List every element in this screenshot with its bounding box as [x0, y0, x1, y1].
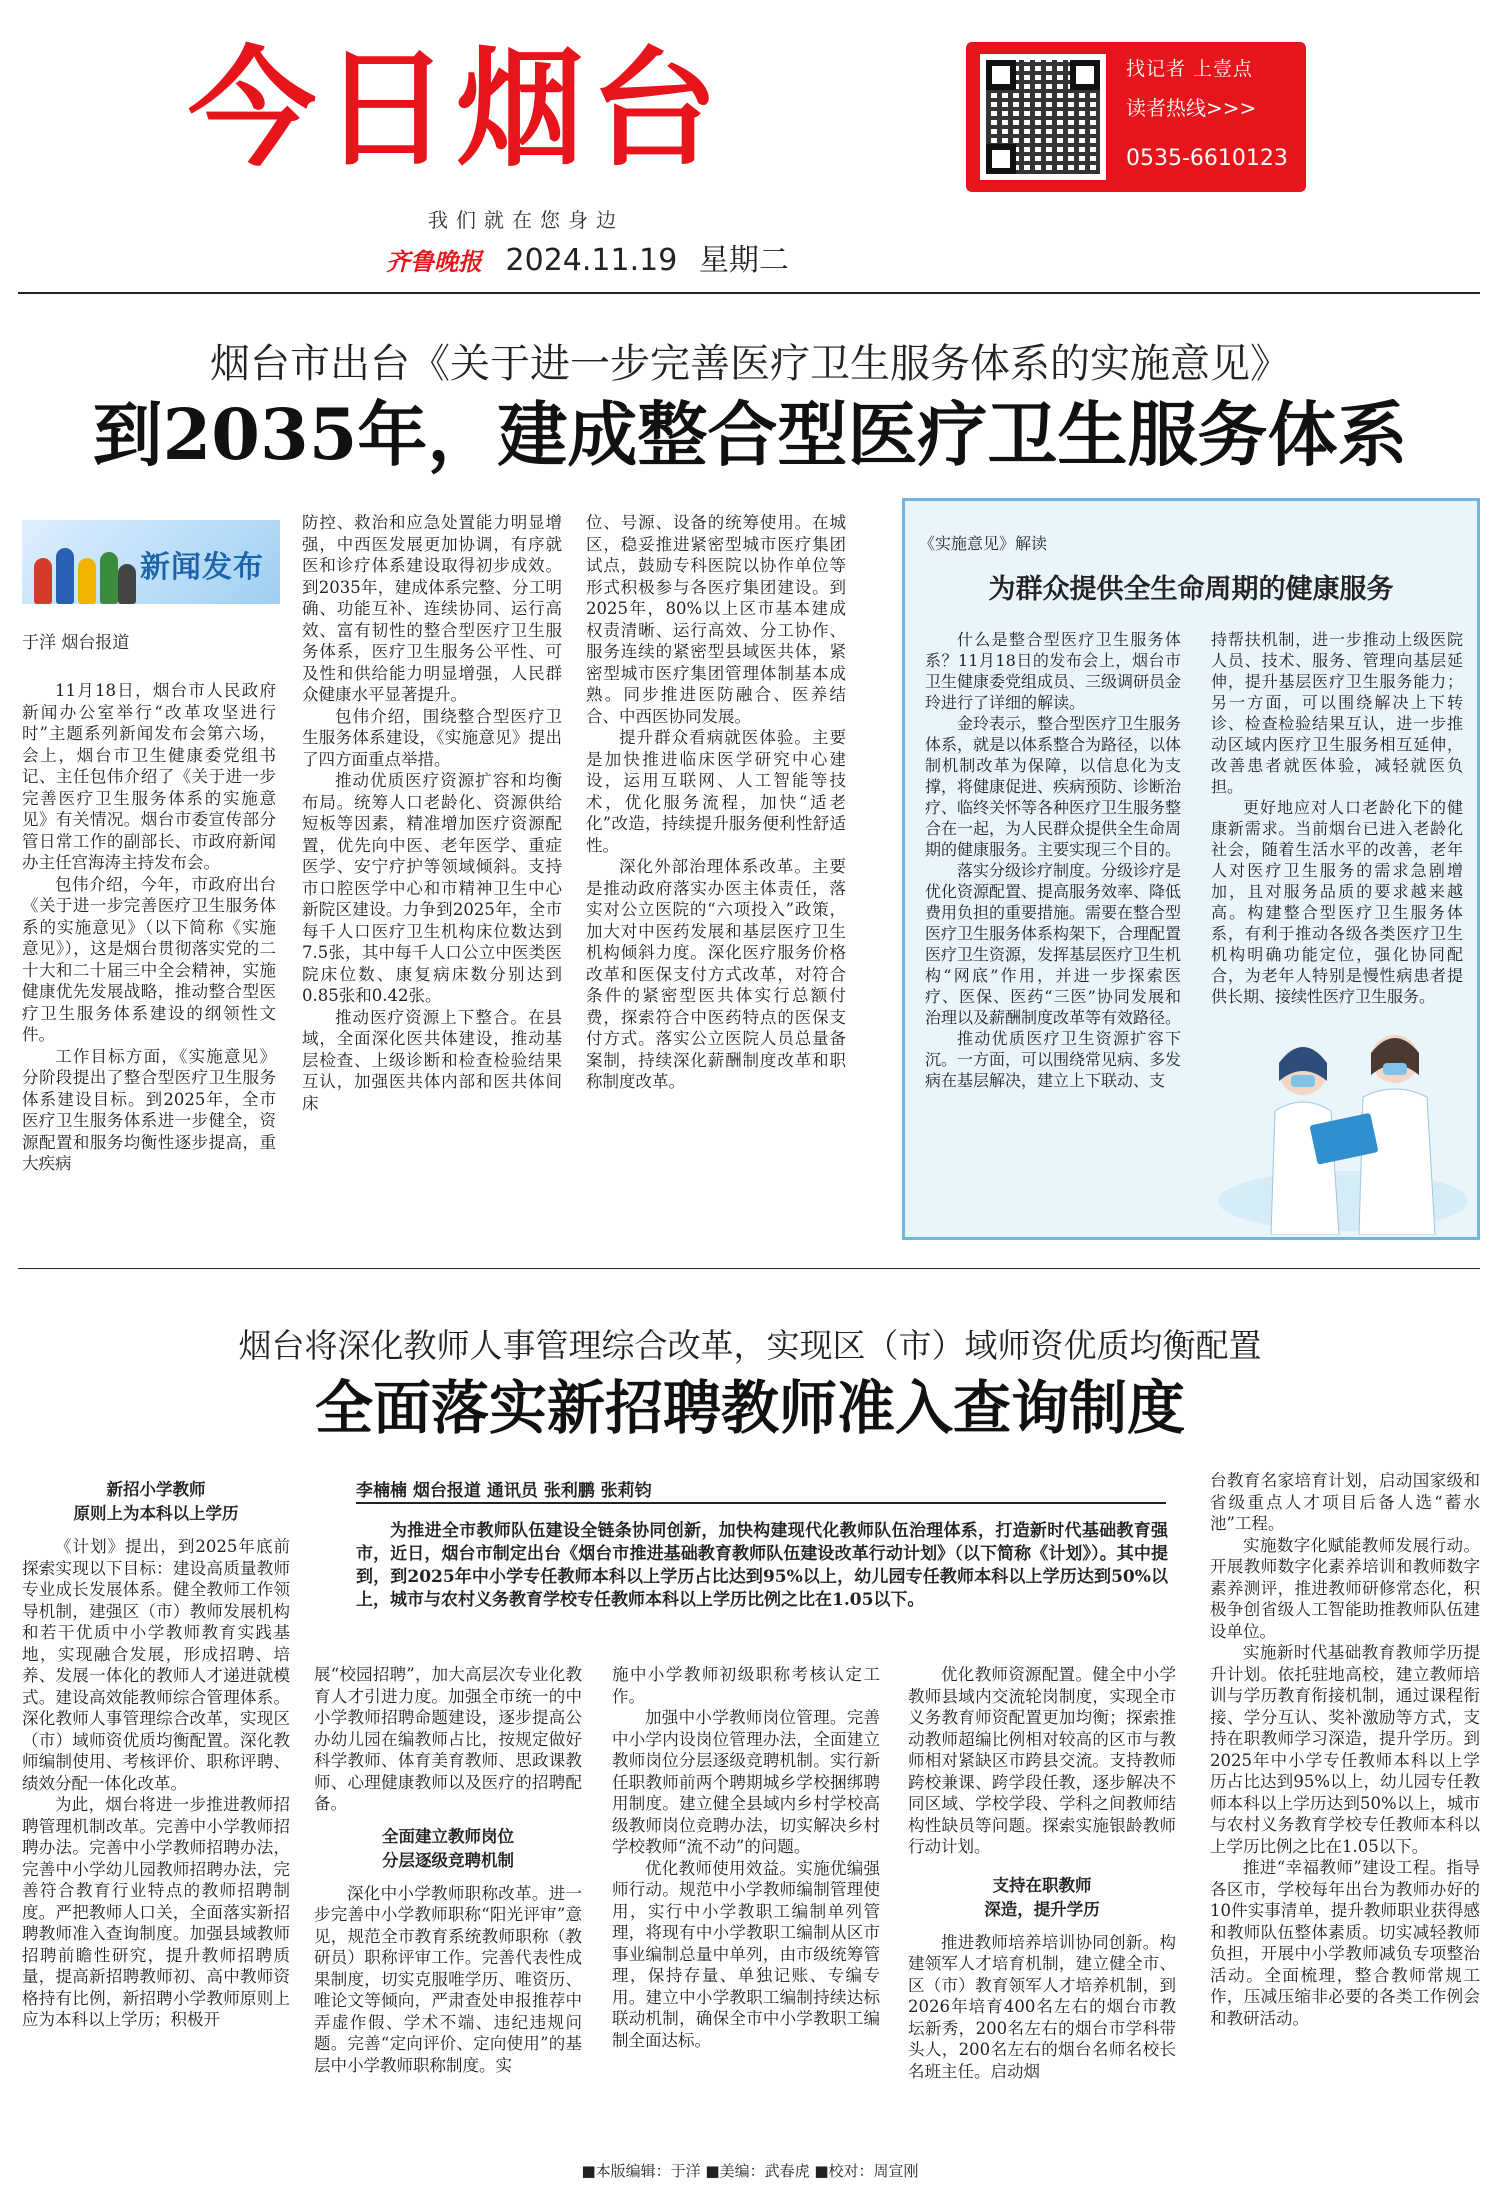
- paragraph: 为此，烟台将进一步推进教师招聘管理机制改革。完善中小学教师招聘办法。完善中小学教师招聘办法，完善中小学幼儿园教师招聘办法，完善符合教育行业特点的教师招聘制度。严把教师人口关，全面落实新招聘教师准入查询制度。加强县域教师招聘前瞻性研究，提升教师招聘质量，提高新招聘教师初、高中教师资格持有比例，新招聘小学教师原则上应为本科以上学历；积极开: [22, 1795, 290, 2029]
- story2-column-3: [612, 1664, 880, 2051]
- story2-column-4: [908, 1664, 1176, 2082]
- masthead-slogan: 我们就在您身边: [428, 208, 624, 232]
- story2-kicker: 烟台将深化教师人事管理综合改革，实现区（市）域师资优质均衡配置: [238, 1326, 1262, 1365]
- story2-column-1: [22, 1478, 290, 2031]
- paragraph: 包伟介绍，围绕整合型医疗卫生服务体系建设，《实施意见》提出了四方面重点举措。: [302, 706, 562, 769]
- paragraph: 优化教师资源配置。健全中小学教师县域内交流轮岗制度，实现全市义务教育师资配置更加均衡；探索推动教师超编比例相对较高的区市与教师相对紧缺区市跨县交流。支持教师跨校兼课、跨学段任教，逐步解决不同区域、学校学段、学科之间教师结构性缺员等问题。探索实施银龄教师行动计划。: [908, 1665, 1176, 1856]
- paragraph: 推进“幸福教师”建设工程。指导各区市，学校每年出台为教师办好的10件实事清单，提升教师职业获得感和教师队伍整体素质。切实减轻教师负担，开展中小学教师减负专项整治活动。全面梳理，整合教师常规工作，压减压缩非必要的各类工作例会和教研活动。: [1210, 1858, 1480, 2028]
- news-release-badge: [22, 520, 280, 604]
- story2-column-5: [1210, 1470, 1480, 2029]
- story2-intro: 为推进全市教师队伍建设全链条协同创新，加快构建现代化教师队伍治理体系，打造新时代基础教育强市，近日，烟台市制定出台《烟台市推进基础教育教师队伍建设改革行动计划》（以下简称《计划》）。其中提到，到2025年中小学专任教师本科以上学历占比达到95%以上，幼儿园专任教师本科以上学历达到50%以上，城市与农村义务教育学校专任教师本科以上学历比例之比在1.05以下。: [356, 1521, 1168, 1610]
- paragraph: 提升群众看病就医体验。主要是加快推进临床医学研究中心建设，运用互联网、人工智能等技术，优化服务流程，加快“适老化”改造，持续提升服务便利性舒适性。: [586, 728, 846, 855]
- paragraph: 深化中小学教师职称改革。进一步完善中小学教师职称“阳光评审”意见，规范全市教育系统教师职称（教研员）职称评审工作。完善代表性成果制度，切实克服唯学历、唯资历、唯论文等倾向，严肃查处申报推荐中弄虚作假、学术不端、违纪违规问题。完善“定向评价、定向使用”的基层中小学教师职称制度。实: [314, 1883, 582, 2075]
- hotline-box: [966, 42, 1306, 192]
- story1-kicker: 烟台市出台《关于进一步完善医疗卫生服务体系的实施意见》: [210, 341, 1290, 387]
- subhead: 原则上为本科以上学历: [73, 1504, 239, 1523]
- paragraph: 工作目标方面，《实施意见》分阶段提出了整合型医疗卫生服务体系建设目标。到2025年，全市医疗卫生服务体系进一步健全，资源配置和服务均衡性逐步提高，重大疾病: [22, 1046, 276, 1173]
- hotline-prompt: 读者热线>>>: [1126, 96, 1257, 120]
- section-divider: [18, 1268, 1480, 1269]
- paragraph: 推动医疗资源上下整合。在县域，全面深化医共体建设，推动基层检查、上级诊断和检查检验结果互认，加强医共体内部和医共体间床: [302, 1007, 562, 1113]
- paragraph: 落实分级诊疗制度。分级诊疗是优化资源配置、提高服务效率、降低费用负担的重要措施。需要在整合型医疗卫生服务体系构架下，合理配置医疗卫生资源，发挥基层医疗卫生机构“网底”作用，并进一步探索医疗、医保、医药“三医”协同发展和治理以及薪酬制度改革等有效路径。: [925, 861, 1182, 1027]
- hotline-label: 找记者 上壹点: [1126, 58, 1254, 80]
- paragraph: 加强中小学教师岗位管理。完善中小学内设岗位管理办法，全面建立教师岗位分层逐级竞聘机制。实行新任职教师前两个聘期城乡学校捆绑聘用制度。建立健全县域内乡村学校高级教师岗位竞聘办法，切实解决乡村学校教师“流不动”的问题。: [612, 1708, 880, 1856]
- issue-date: 2024.11.19: [505, 243, 678, 278]
- hotline-phone: 0535-6610123: [1126, 146, 1288, 171]
- story1-column-1: [22, 680, 276, 1175]
- paragraph: 持帮扶机制，进一步推动上级医院人员、技术、服务、管理向基层延伸，提升基层医疗卫生服务能力；另一方面，可以围绕解决上下转诊、检查检验结果互认，进一步推动区域内医疗卫生服务相互延伸，改善患者就医体验，减轻就医负担。: [1211, 630, 1463, 796]
- paragraph: 展“校园招聘”，加大高层次专业化教育人才引进力度。加强全市统一的中小学教师招聘命题建设，逐步提高公办幼儿园在编教师占比，按规定做好科学教师、体育美育教师、思政课教师、心理健康教师以及医疗的招聘配备。: [314, 1665, 582, 1813]
- subhead: 全面建立教师岗位: [382, 1826, 514, 1846]
- sidebar-tag: 《实施意见》解读: [919, 534, 1048, 553]
- dateline: [386, 235, 789, 279]
- story1-column-3: [586, 512, 846, 1093]
- subhead: 分层逐级竞聘机制: [382, 1850, 514, 1870]
- issue-weekday: 星期二: [698, 243, 789, 278]
- paragraph: 推动优质医疗资源扩容和均衡布局。统筹人口老龄化、资源供给短板等因素，精准增加医疗资源配置，优先向中医、老年医学、重症医学、安宁疗护等领域倾斜。支持市口腔医学中心和市精神卫生中心新院区建设。力争到2025年，全市每千人口医疗卫生机构床位数达到7.5张，其中每千人口公立中医类医院床位数、康复病床数分别达到0.85张和0.42张。: [302, 771, 562, 1005]
- paragraph: 更好地应对人口老龄化下的健康新需求。当前烟台已进入老龄化社会，随着生活水平的改善，老年人对医疗卫生服务的需求急剧增加，且对服务品质的要求越来越高。构建整合型医疗卫生服务体系，有利于推动各级各类医疗卫生机构明确功能定位，强化协同配合，为老年人特别是慢性病患者提供长期、接续性医疗卫生服务。: [1211, 798, 1463, 1006]
- sidebar-title: 为群众提供全生命周期的健康服务: [988, 574, 1394, 605]
- doctors-illustration: [1213, 1001, 1475, 1235]
- masthead-title: 今日烟台: [188, 35, 725, 184]
- paragraph: 什么是整合型医疗卫生服务体系？11月18日的发布会上，烟台市卫生健康委党组成员、三级调研员金玲进行了详细的解读。: [925, 630, 1182, 712]
- paragraph: 包伟介绍，今年，市政府出台《关于进一步完善医疗卫生服务体系的实施意见》（以下简称《实施意见》），这是烟台贯彻落实党的二十大和二十届三中全会精神，实施健康优先发展战略，推动整合型医疗卫生服务体系建设的纲领性文件。: [22, 874, 276, 1044]
- qr-code-icon[interactable]: [980, 54, 1106, 180]
- paragraph: 施中小学教师初级职称考核认定工作。: [612, 1665, 880, 1706]
- paragraph: 11月18日，烟台市人民政府新闻办公室举行“改革攻坚进行时”主题系列新闻发布会第六场，会上，烟台市卫生健康委党组书记、主任包伟介绍了《关于进一步完善医疗卫生服务体系的实施意见》有关情况。烟台市委宣传部分管日常工作的副部长、市政府新闻办主任宫海涛主持发布会。: [22, 681, 276, 872]
- masthead-divider: [18, 292, 1480, 294]
- subhead: 新招小学教师: [106, 1480, 206, 1499]
- paragraph: 实施数字化赋能教师发展行动。开展教师数字化素养培训和教师数字素养测评，推进教师研修常态化，积极争创省级人工智能助推教师队伍建设单位。: [1210, 1535, 1480, 1641]
- paragraph: 推进教师培养培训协同创新。构建领军人才培育机制，建立健全市、区（市）教育领军人才培养机制，到2026年培育400名左右的烟台市教坛新秀，200名左右的烟台市学科带头人，200名左右的烟台名师名校长名班主任。启动烟: [908, 1932, 1176, 2081]
- paragraph: 台教育名家培育计划，启动国家级和省级重点人才项目后备人选“蓄水池”工程。: [1210, 1471, 1480, 1533]
- story1-column-2: [302, 512, 562, 1114]
- paragraph: 位、号源、设备的统筹使用。在城区，稳妥推进紧密型城市医疗集团试点，鼓励专科医院以协作单位等形式积极参与各医疗集团建设。到2025年，80%以上区市基本建成权责清晰、运行高效、分工协作、服务连续的紧密型县域医共体，紧密型城市医疗集团管理体制基本成熟。同步推进医防融合、医养结合、中西医协同发展。: [586, 513, 846, 726]
- subhead: 支持在职教师: [992, 1875, 1092, 1895]
- sidebar-column-2: [1211, 629, 1463, 1007]
- paragraph: 实施新时代基础教育教师学历提升计划。依托驻地高校，建立教师培训与学历教育衔接机制，通过课程衔接、学分互认、奖补激励等方式，支持在职教师学习深造，提升学历。到2025年中小学专任教师本科以上学历占比达到95%以上，幼儿园专任教师本科以上学历达到50%以上，城市与农村义务教育学校专任教师本科以上学历比例之比在1.05以下。: [1210, 1643, 1480, 1856]
- brand-name: 齐鲁晚报: [386, 248, 482, 276]
- paragraph: 防控、救治和应急处置能力明显增强，中西医发展更加协调，有序就医和诊疗体系建设取得初步成效。到2035年，建成体系完整、分工明确、功能互补、连续协同、运行高效、富有韧性的整合型医疗卫生服务体系，医疗卫生服务公平性、可及性和供给能力明显增强，人民群众健康水平显著提升。: [302, 513, 562, 704]
- story1-byline: 于洋 烟台报道: [22, 633, 130, 653]
- paragraph: 推动优质医疗卫生资源扩容下沉。一方面，可以围绕常见病、多发病在基层解决，建立上下联动、支: [925, 1029, 1182, 1090]
- story2-column-2: [314, 1664, 582, 2076]
- paragraph: 优化教师使用效益。实施优编强师行动。规范中小学教师编制管理使用，实行中小学教职工编制单列管理，将现有中小学教职工编制从区市事业编制总量中单列，由市级统筹管理，保持存量、单独记账、专编专用。建立中小学教职工编制持续达标联动机制，确保全市中小学教职工编制全面达标。: [612, 1858, 880, 2050]
- story2-headline: 全面落实新招聘教师准入查询制度: [314, 1374, 1185, 1442]
- sidebar-column-1: [925, 629, 1181, 1091]
- paragraph: 金玲表示，整合型医疗卫生服务体系，就是以体系整合为路径，以体制机制改革为保障，以信息化为支撑，将健康促进、疾病预防、诊断治疗、临终关怀等各种医疗卫生服务整合在一起，为人民群众提供全生命周期的健康服务。主要实现三个目的。: [925, 714, 1182, 859]
- paragraph: 深化外部治理体系改革。主要是推动政府落实办医主体责任，落实对公立医院的“六项投入”政策，加大对中医药发展和基层医疗卫生机构倾斜力度。深化医疗服务价格改革和医保支付方式改革，对符合条件的紧密型医共体实行总额付费，探索符合中医药特点的医保支付方式。落实公立医院人员总量备案制，持续深化薪酬制度改革和职称制度改革。: [586, 857, 846, 1091]
- byline-rule: [356, 1502, 1166, 1504]
- paragraph: 《计划》提出，到2025年底前探索实现以下目标：建设高质量教师专业成长发展体系。健全教师工作领导机制，建强区（市）教师发展机构和若干优质中小学教师教育实践基地，实现融合发展，形成招聘、培养、发展一体化的教师人才递进就模式。建设高效能教师综合管理体系。深化教师人事管理综合改革，实现区（市）域师资优质均衡配置。深化教师编制使用、考核评价、职称评聘、绩效分配一体化改革。: [22, 1537, 290, 1793]
- page-credits: ■本版编辑：于洋 ■美编：武春虎 ■校对：周宣刚: [581, 2162, 919, 2180]
- news-release-label: 新闻发布: [140, 550, 264, 585]
- subhead: 深造，提升学历: [984, 1899, 1100, 1919]
- story2-byline: 李楠楠 烟台报道 通讯员 张利鹏 张莉钧: [356, 1481, 652, 1501]
- interpretation-sidebar: [902, 498, 1480, 1240]
- story1-headline: 到2035年，建成整合型医疗卫生服务体系: [92, 393, 1408, 476]
